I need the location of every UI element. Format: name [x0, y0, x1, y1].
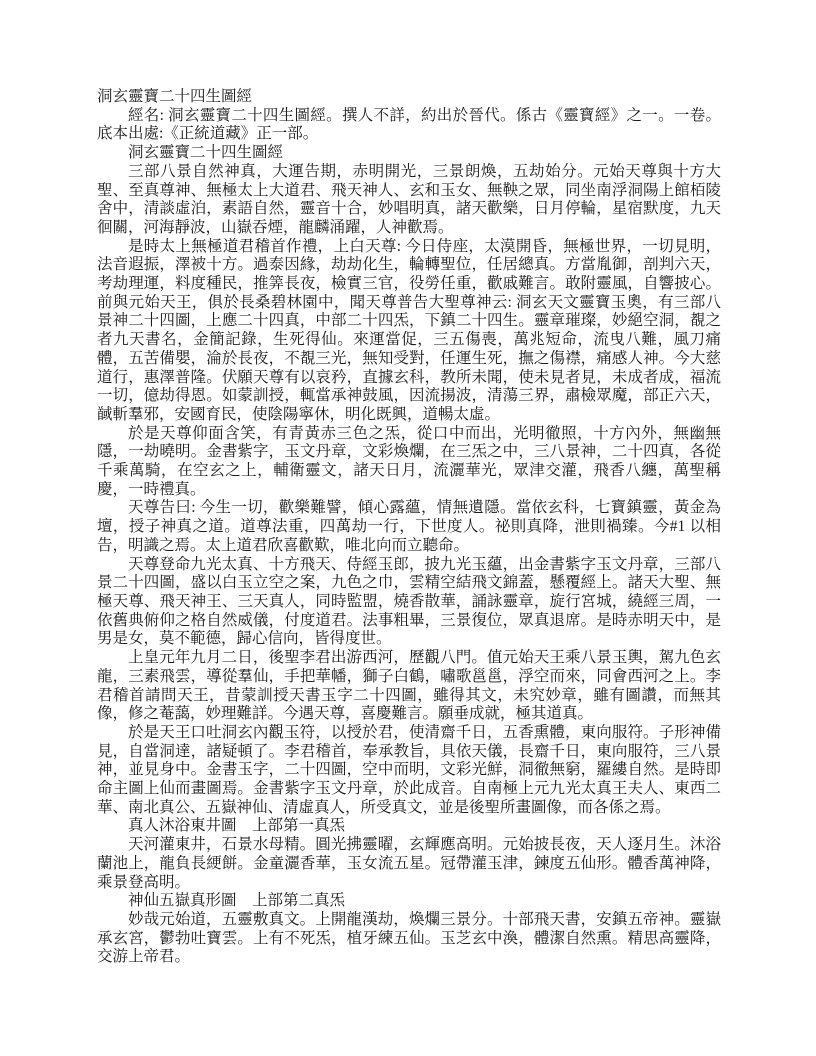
section-heading-tu-2: 神仙五嶽真形圖 上部第二真炁	[128, 892, 346, 910]
paragraph: 於是天王口吐洞玄內觀玉符，以授於君，使清齋千日，五香熏體，東向服符。子形神備見，自當洞達，諸疑頓了。李君稽首，奉承教旨，具依天儀，長齋千日，東向服符，三八景神，並見身中。金書玉字，二十四圖，空中而明，文彩光鮮，洞徹無窮，羅縷自然。是時即命主圖上仙而畫圖焉。金書紫字玉文丹章，於此成音。自南極上元九光太真王夫人、東西二華、南北真公、五嶽神仙、清虛真人，所受真文，並是後聖所畫圖像，而各係之焉。	[97, 723, 721, 816]
paragraph-verse-2: 妙哉元始道，五靈敷真文。上開龍漢劫，煥爛三景分。十部飛天書，安鎮五帝神。靈嶽承玄宮，鬱勃吐寶雲。上有不死炁，植牙練五仙。玉芝玄中渙，體潔自然熏。精思高靈降，交游上帝君。	[97, 910, 721, 966]
section-heading: 洞玄靈寶二十四生圖經	[128, 144, 284, 162]
section-heading-tu-1: 真人沐浴東井圖 上部第一真炁	[128, 817, 346, 835]
paragraph: 三部八景自然神真，大運告期，赤明開光，三景朗煥，五劫始分。元始天尊與十方大聖、至真尊神、無極太上大道君、飛天神人、玄和玉女、無鞅之眾，同坐南浮洞陽上館栢陵舍中，清談虛泊，素語自然，靈音十合，妙唱明真，諸天歡樂，日月停輪，星宿默度，九天徊關，河海靜波，山嶽吞煙，龍麟涌躍，人神歡焉。	[97, 162, 721, 236]
document-text-block	[97, 88, 721, 967]
paragraph: 是時太上無極道君稽首作禮，上白天尊: 今日侍座，太漠開昏，無極世界，一切見明，法音遐振，澤被十方。過泰因緣，劫劫化生，輪轉聖位，任居總真。方當胤御，剖判六天，考劫理運，料度種民，推筭長夜，檢實三官，役勞任重，歡戚難言。敢附靈風，自響披心。前與元始天王，俱於長桑碧林園中，聞天尊普告大聖尊神云: 洞玄天文靈寶玉奧，有三部八景神二十四圖，上應二十四真，中部二十四炁，下鎮二十四生。靈章璀璨，妙絕空洞，覩之者九天書名，金簡記錄，生死得仙。來運當促，三五傷喪，萬兆短命，流曳八難，風刀痛體，五苦備嬰，淪於長夜，不覩三光，無知受對，任運生死，撫之傷襟，痛感人神。今大慈道行，惠澤普隆。伏願天尊有以哀矜，直據玄科，教所未聞，使未見者見，未成者成，福流一切，億劫得恩。如蒙訓授，輒當承神鼓風，因流揚波，清蕩三界，肅檢眾魔，部正六天，馘斬羣邪，安國育民，使陰陽寧休，明化既興，道暢太虛。	[97, 237, 721, 423]
paragraph: 上皇元年九月二日，後聖李君出游西河，歷觀八門。值元始天王乘八景玉輿，駕九色玄龍，三素飛雲，導從羣仙，手把華幡，獅子白鶴，嘯歌邕邕，浮空而來，同會西河之上。李君稽首請問天王，昔蒙訓授天書玉字二十四圖，雖得其文，未究妙章，雖有圖讚，而無其像，修之菴藹，妙理難詳。今遇天尊，喜慶難言。願垂成就，極其道真。	[97, 649, 721, 723]
paragraph-verse-1: 天河灌東井，石景水母精。圓光拂靈曜，玄輝應高明。元始披長夜，天人逐月生。沐浴蘭池上，龍負長綆餅。金童灑香華，玉女流五星。冠帶灌玉津，鍊度五仙形。體香萬神降，乘景登高明。	[97, 836, 721, 891]
document-title: 洞玄靈寶二十四生圖經	[97, 88, 253, 105]
paragraph: 天尊登命九光太真、十方飛天、侍經玉郎，披九光玉蘊，出金書紫字玉文丹章，三部八景二十四圖，盛以白玉立空之案，九色之巾，雲精空結飛文錦蓋，懸覆經上。諸天大聖、無極天尊、飛天神王、三天真人，同時監盟，燒香散華，誦詠靈章，旋行宮城，繞經三周，一依舊典俯仰之格自然威儀，付度道君。法事粗畢，三景復位，眾真退席。是時赤明天中，是男是女，莫不範德，歸心信向，皆得度世。	[97, 555, 721, 648]
paragraph: 於是天尊仰面含笑，有青黃赤三色之炁，從口中而出，光明徹照，十方內外，無幽無隱，一劫曉明。金書紫字，玉文丹章，文彩煥爛，在三炁之中，三八景神，二十四真，各從千乘萬騎，在空玄之上，輔衛靈文，諸天日月，流灑華光，眾津交灌，飛香八纏，萬聖稱慶，一時禮真。	[97, 424, 721, 498]
paragraph: 天尊告曰: 今生一切，歡樂難譬，傾心露蘊，情無遺隱。當依玄科，七寶鎮靈，黃金為壇，授子神真之道。道尊法重，四萬劫一行，下世度人。祕則真降，泄則禍臻。今#1 以相告，明識之焉。太上道君欣喜歡歎，唯北向而立聽命。	[97, 499, 721, 554]
paragraph-colophon: 經名: 洞玄靈寶二十四生圖經。撰人不詳，約出於晉代。係古《靈寶經》之一。一卷。底本出處:《正統道藏》正一部。	[97, 106, 721, 143]
